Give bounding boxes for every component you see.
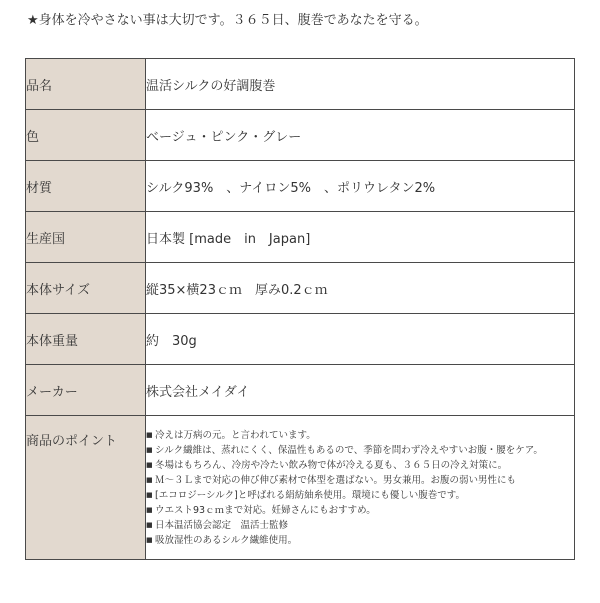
spec-table	[25, 58, 575, 560]
spec-row-name	[26, 59, 575, 110]
points-list	[146, 418, 574, 558]
point-item: ■ 日本温活協会認定 温活士監修	[146, 518, 564, 533]
spec-value: ベージュ・ピンク・グレー	[146, 110, 575, 161]
spec-value: 約 30g	[146, 314, 575, 365]
point-item: ■ [エコロジーシルク]と呼ばれる絹紡紬糸使用。環境にも優しい腹巻です。	[146, 488, 564, 503]
spec-value: 日本製 [made in Japan]	[146, 212, 575, 263]
point-item: ■ 冷えは万病の元。と言われています。	[146, 428, 564, 443]
point-item: ■ Ｍ～３Ｌまで対応の伸び伸び素材で体型を選ばない。男女兼用。お腹の弱い男性にも	[146, 473, 564, 488]
spec-label: 生産国	[26, 212, 146, 263]
spec-label: 商品のポイント	[26, 416, 146, 560]
spec-value: 株式会社メイダイ	[146, 365, 575, 416]
point-item: ■ 冬場はもちろん、冷房や冷たい飲み物で体が冷える夏も、３６５日の冷え対策に。	[146, 458, 564, 473]
spec-row-points	[26, 416, 575, 560]
spec-row-weight	[26, 314, 575, 365]
point-item: ■ シルク繊維は、蒸れにくく、保温性もあるので、季節を問わず冷えやすいお腹・腰をケア。	[146, 443, 564, 458]
point-item: ■ ウエスト93ｃｍまで対応。妊婦さんにもおすすめ。	[146, 503, 564, 518]
spec-row-maker	[26, 365, 575, 416]
spec-label: 品名	[26, 59, 146, 110]
spec-label: 色	[26, 110, 146, 161]
spec-label: 本体重量	[26, 314, 146, 365]
points-cell	[146, 416, 575, 560]
spec-row-material	[26, 161, 575, 212]
intro-text: ★身体を冷やさない事は大切です。３６５日、腹巻であなたを守る。	[27, 13, 428, 28]
spec-value: 縦35×横23ｃｍ 厚み0.2ｃｍ	[146, 263, 575, 314]
spec-value: シルク93% 、ナイロン5% 、ポリウレタン2%	[146, 161, 575, 212]
point-item: ■ 吸放湿性のあるシルク繊維使用。	[146, 533, 564, 548]
spec-row-size	[26, 263, 575, 314]
spec-label: 材質	[26, 161, 146, 212]
spec-row-origin	[26, 212, 575, 263]
spec-value: 温活シルクの好調腹巻	[146, 59, 575, 110]
spec-row-color	[26, 110, 575, 161]
spec-label: 本体サイズ	[26, 263, 146, 314]
spec-label: メーカー	[26, 365, 146, 416]
